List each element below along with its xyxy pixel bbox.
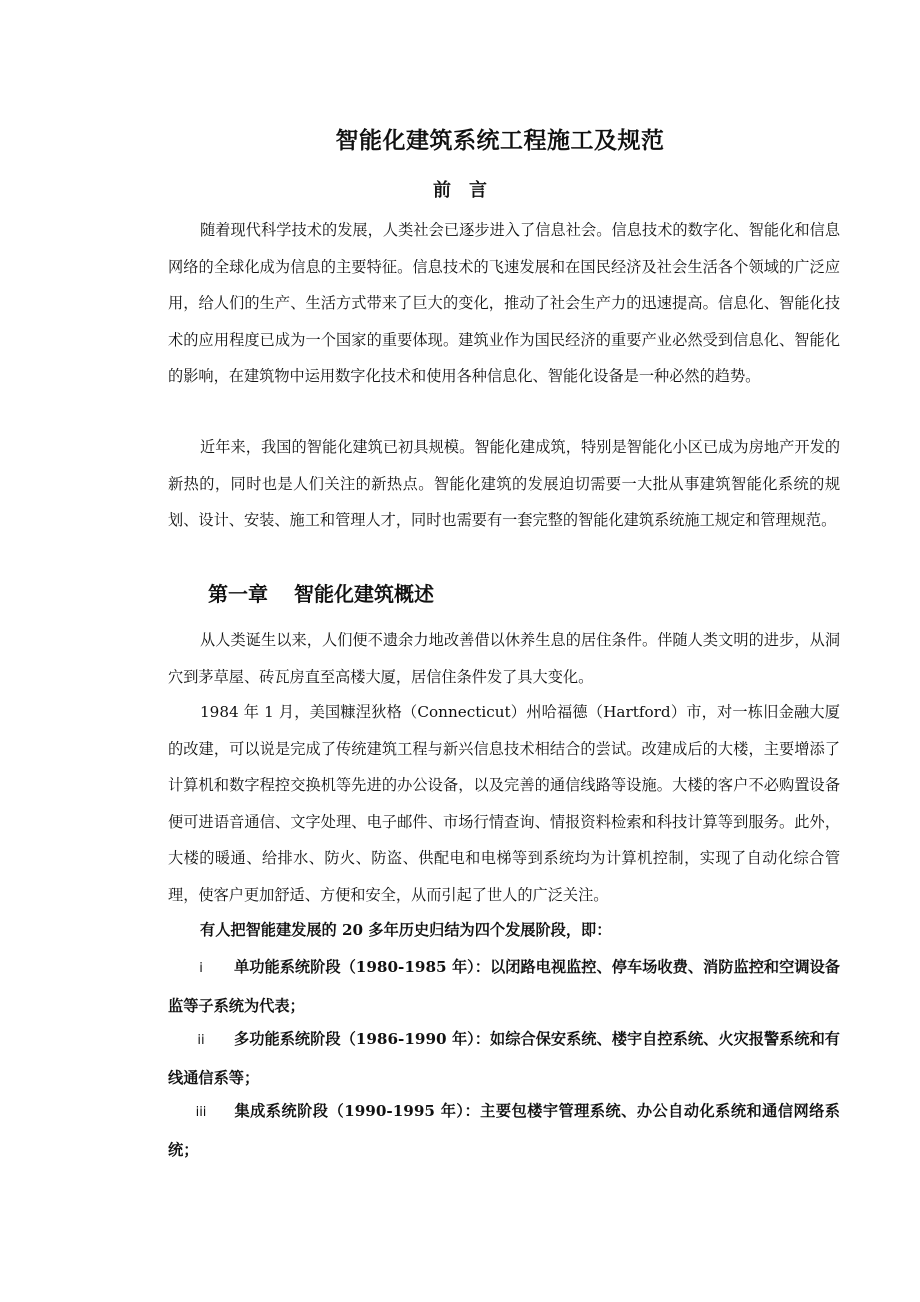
stage-text: 集成系统阶段（1990-1995 年）：主要包楼宇管理系统、办公自动化系统和通信网络系统； xyxy=(168,1102,840,1159)
foreword-heading: 前 言 xyxy=(433,180,487,201)
stage-item-2 xyxy=(168,1021,840,1096)
stage-text: 单功能系统阶段（1980-1985 年）：以闭路电视监控、停车场收费、消防监控和空调设备监等子系统为代表； xyxy=(168,958,840,1015)
chapter-title: 智能化建筑概述 xyxy=(294,582,434,606)
stage-item-1 xyxy=(168,949,840,1024)
stage-marker: i xyxy=(199,961,203,976)
chapter-paragraph-2 xyxy=(168,694,840,913)
stage-marker: iii xyxy=(195,1105,207,1120)
stage-item-3 xyxy=(168,1093,840,1168)
paragraph-text: 1984 年 1 月，美国糠涅狄格（Connecticut）州哈福德（Hartford）市，对一栋旧金融大厦的改建，可以说是完成了传统建筑工程与新兴信息技术相结合的尝试。改建成后的大楼，主要增添了计算机和数字程控交换机等先进的办公设备，以及完善的通信线路等设施。大楼的客户不必购置设备便可进语音通信、文字处理、电子邮件、市场行情查询、情报资料检索和科技计算等到服务。此外，大楼的暖通、给排水、防火、防盗、供配电和电梯等到系统均为计算机控制，实现了自动化综合管理，使客户更加舒适、方便和安全，从而引起了世人的广泛关注。 xyxy=(168,703,840,904)
foreword-paragraph-1 xyxy=(168,212,840,395)
paragraph-text: 随着现代科学技术的发展，人类社会已逐步进入了信息社会。信息技术的数字化、智能化和信息网络的全球化成为信息的主要特征。信息技术的飞速发展和在国民经济及社会生活各个领域的广泛应用，给人们的生产、生活方式带来了巨大的变化，推动了社会生产力的迅速提高。信息化、智能化技术的应用程度已成为一个国家的重要体现。建筑业作为国民经济的重要产业必然受到信息化、智能化的影响，在建筑物中运用数字化技术和使用各种信息化、智能化设备是一种必然的趋势。 xyxy=(168,221,840,385)
stage-text: 多功能系统阶段（1986-1990 年）：如综合保安系统、楼宇自控系统、火灾报警系统和有线通信系等； xyxy=(168,1030,840,1087)
paragraph-text: 近年来，我国的智能化建筑已初具规模。智能化建成筑，特别是智能化小区已成为房地产开发的新热的，同时也是人们关注的新热点。智能化建筑的发展迫切需要一大批从事建筑智能化系统的规划、设计、安装、施工和管理人才，同时也需要有一套完整的智能化建筑系统施工规定和管理规范。 xyxy=(168,438,840,529)
document-title: 智能化建筑系统工程施工及规范 xyxy=(335,128,665,154)
chapter-heading xyxy=(208,578,434,607)
paragraph-text: 从人类诞生以来，人们便不遗余力地改善借以休养生息的居住条件。伴随人类文明的进步，从洞穴到茅草屋、砖瓦房直至高楼大厦，居信住条件发了具大变化。 xyxy=(168,631,840,686)
chapter-number: 第一章 xyxy=(208,582,268,606)
chapter-paragraph-1 xyxy=(168,622,840,695)
chapter-paragraph-3 xyxy=(168,912,840,949)
paragraph-text: 有人把智能建发展的 20 多年历史归结为四个发展阶段，即： xyxy=(200,921,612,939)
foreword-paragraph-2 xyxy=(168,429,840,539)
stage-marker: ii xyxy=(197,1033,205,1048)
